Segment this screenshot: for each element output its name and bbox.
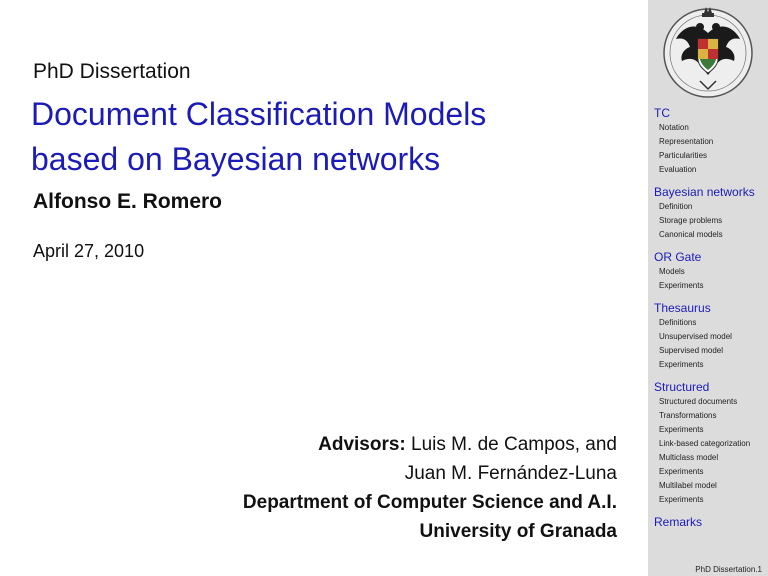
toc-item-storage-problems[interactable]: Storage problems <box>659 216 723 225</box>
toc-item-experiments[interactable]: Experiments <box>659 495 704 504</box>
toc-item-particularities[interactable]: Particularities <box>659 151 708 160</box>
toc-item-experiments[interactable]: Experiments <box>659 281 704 290</box>
toc-item-experiments[interactable]: Experiments <box>659 425 704 434</box>
toc-section-structured[interactable]: Structured <box>654 380 710 394</box>
toc-item-evaluation[interactable]: Evaluation <box>659 165 697 174</box>
slide-title <box>31 92 486 182</box>
toc-item-multiclass-model[interactable]: Multiclass model <box>659 453 719 462</box>
toc-item-definitions[interactable]: Definitions <box>659 318 697 327</box>
slide-subtitle: PhD Dissertation <box>33 60 191 83</box>
toc-item-models[interactable]: Models <box>659 267 685 276</box>
sidebar-toc <box>654 106 766 530</box>
slide-footer: PhD Dissertation.1 <box>695 565 762 574</box>
toc-section-or-gate[interactable]: OR Gate <box>654 250 702 264</box>
university: University of Granada <box>419 521 617 542</box>
toc-item-supervised-model[interactable]: Supervised model <box>659 346 724 355</box>
advisors-line <box>243 430 617 459</box>
advisors-names-2: Juan M. Fernández-Luna <box>404 463 617 484</box>
toc-section-remarks[interactable]: Remarks <box>654 515 703 529</box>
advisors-names-1: Luis M. de Campos, and <box>411 434 617 455</box>
toc-item-experiments[interactable]: Experiments <box>659 467 704 476</box>
advisors-label: Advisors: <box>318 434 406 455</box>
department: Department of Computer Science and A.I. <box>242 492 617 513</box>
toc-section-tc[interactable]: TC <box>654 106 670 120</box>
toc-item-notation[interactable]: Notation <box>659 123 689 132</box>
title-line-2: based on Bayesian networks <box>31 141 441 177</box>
toc-item-unsupervised-model[interactable]: Unsupervised model <box>659 332 732 341</box>
author-name: Alfonso E. Romero <box>33 190 223 213</box>
toc-section-thesaurus[interactable]: Thesaurus <box>654 301 711 315</box>
toc-item-structured-documents[interactable]: Structured documents <box>659 397 738 406</box>
toc-item-representation[interactable]: Representation <box>659 137 714 146</box>
navigation-sidebar <box>648 0 768 576</box>
toc-item-multilabel-model[interactable]: Multilabel model <box>659 481 717 490</box>
toc-item-definition[interactable]: Definition <box>659 202 693 211</box>
toc-section-bayesian-networks[interactable]: Bayesian networks <box>654 185 755 199</box>
toc-item-experiments[interactable]: Experiments <box>659 360 704 369</box>
title-line-1: Document Classification Models <box>31 96 487 132</box>
affiliation-block <box>243 430 617 546</box>
toc-item-canonical-models[interactable]: Canonical models <box>659 230 723 239</box>
toc-item-transformations[interactable]: Transformations <box>659 411 717 420</box>
toc-item-link-based-categorization[interactable]: Link-based categorization <box>659 439 751 448</box>
university-crest-icon <box>660 3 756 99</box>
presentation-date: April 27, 2010 <box>33 241 145 261</box>
